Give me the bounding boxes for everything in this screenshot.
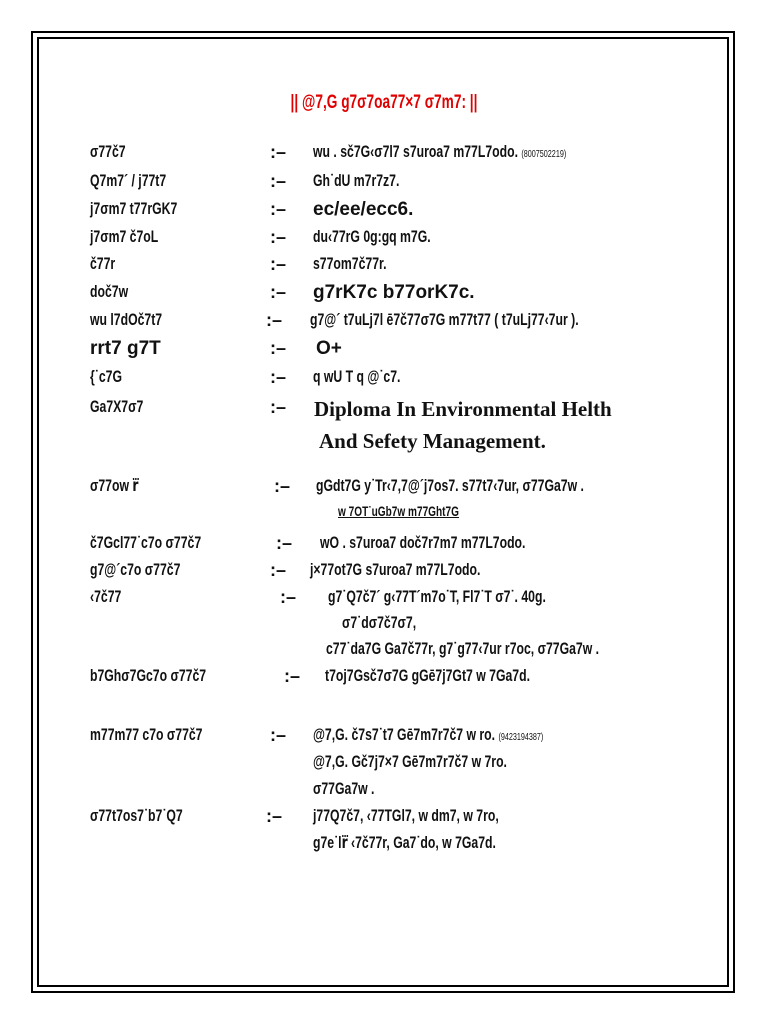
field-label: doč7w xyxy=(90,282,129,301)
separator: :– xyxy=(284,666,301,686)
list-item xyxy=(0,725,768,755)
field-label: Q7m7´ / j77t7 xyxy=(90,171,167,190)
list-item xyxy=(0,666,768,696)
separator: :– xyxy=(270,199,287,219)
separator: :– xyxy=(270,725,287,745)
separator: :– xyxy=(270,367,287,387)
separator: :– xyxy=(270,227,287,247)
field-value: g7rK7c b77orK7c. xyxy=(313,282,475,303)
field-value: du‹77rG 0g:gq m7G. xyxy=(313,227,431,246)
field-label: rrt7 g7T xyxy=(90,338,161,359)
field-value: j×77ot7G s7uroa7 m77L7odo. xyxy=(310,560,481,579)
list-item xyxy=(0,227,768,257)
field-label: č7Gcl77˙c7o σ77č7 xyxy=(90,533,202,552)
separator: :– xyxy=(280,587,297,607)
list-item xyxy=(0,367,768,397)
separator: :– xyxy=(266,310,283,330)
separator: :– xyxy=(270,142,287,162)
field-value: @7,G. č7s7˙t7 Gē7m7r7č7 w ro. (9423194387) xyxy=(313,725,544,744)
field-value: Gh˙dU m7r7z7. xyxy=(313,171,400,190)
field-label: b7Ghσ7Gc7o σ77č7 xyxy=(90,666,207,685)
field-value: wO . s7uroa7 doč7r7m7 m77L7odo. xyxy=(320,533,526,552)
field-label: m77m77 c7o σ77č7 xyxy=(90,725,203,744)
field-value: g7@´ t7uLj7l ē7č77σ7G m77t77 ( t7uLj77‹7ur ). xyxy=(310,310,579,329)
list-item xyxy=(0,199,768,229)
list-item xyxy=(0,171,768,201)
list-item-continuation xyxy=(0,639,768,669)
list-item xyxy=(0,254,768,284)
field-label: č77r xyxy=(90,254,116,273)
separator: :– xyxy=(266,806,283,826)
separator: :– xyxy=(270,171,287,191)
field-value: gGdt7G y˙Tr‹7,7@´j7os7. s77t7‹7ur, σ77Ga7w . xyxy=(316,476,584,495)
field-value: s77om7č77r. xyxy=(313,254,387,273)
field-value: σ7˙dσ7č7σ7, xyxy=(342,613,417,632)
list-item-continuation xyxy=(0,833,768,863)
separator: :– xyxy=(270,560,287,580)
field-label: j7σm7 t77rGK7 xyxy=(90,199,178,218)
list-item xyxy=(0,282,768,312)
list-item xyxy=(0,338,768,368)
field-value: Diploma In Environmental Helth xyxy=(314,397,612,421)
separator: :– xyxy=(270,338,287,358)
field-label: σ77ow r⃛ xyxy=(90,476,139,495)
field-label: Ga7X7σ7 xyxy=(90,397,144,416)
list-item-continuation xyxy=(0,503,768,533)
field-value: ec/ee/ecc6. xyxy=(313,199,414,220)
list-item-continuation xyxy=(0,752,768,782)
field-label: σ77č7 xyxy=(90,142,126,161)
list-item xyxy=(0,533,768,563)
list-item-continuation xyxy=(0,779,768,809)
field-label: ‹7č77 xyxy=(90,587,122,606)
field-value: g7˙Q7č7´ g‹77T´m7o˙T, Fl7˙T σ7˙. 40g. xyxy=(328,587,546,606)
field-value: g7e˙lr⃛ ‹7č77r, Ga7˙do, w 7Ga7d. xyxy=(313,833,496,852)
field-value: σ77Ga7w . xyxy=(313,779,375,798)
separator: :– xyxy=(270,397,287,417)
field-label: g7@´c7o σ77č7 xyxy=(90,560,181,579)
field-value: And Sefety Management. xyxy=(319,429,546,453)
field-label: wu l7dOč7t7 xyxy=(90,310,163,329)
field-label: j7σm7 č7oL xyxy=(90,227,159,246)
separator: :– xyxy=(270,254,287,274)
field-value: w 7OT˙uGb7w m77Ght7G xyxy=(338,503,459,519)
list-item xyxy=(0,397,768,427)
field-value: t7oj7Gsč7σ7G gGē7j7Gt7 w 7Ga7d. xyxy=(325,666,530,685)
field-value: @7,G. Gč7j7×7 Gē7m7r7č7 w 7ro. xyxy=(313,752,507,771)
list-item xyxy=(0,560,768,590)
separator: :– xyxy=(270,282,287,302)
list-item xyxy=(0,142,768,172)
list-item xyxy=(0,476,768,506)
field-value: q wU T q @˙c7. xyxy=(313,367,401,386)
field-value: O+ xyxy=(316,338,342,359)
field-value: c77˙da7G Ga7č77r, g7˙g77‹7ur r7oc, σ77Ga7w . xyxy=(326,639,600,658)
list-item-continuation xyxy=(0,429,768,459)
field-label: σ77t7os7˙b7˙Q7 xyxy=(90,806,183,825)
field-value: j77Q7č7, ‹77TGl7, w dm7, w 7ro, xyxy=(313,806,499,825)
list-item xyxy=(0,806,768,836)
field-value: wu . sč7G‹σ7l7 s7uroa7 m77L7odo. (8007502219) xyxy=(313,142,567,161)
separator: :– xyxy=(276,533,293,553)
separator: :– xyxy=(274,476,291,496)
list-item xyxy=(0,310,768,340)
field-label: {˙c7G xyxy=(90,367,122,386)
page-title: || @7,G g7σ7oa77×7 σ7m7: || xyxy=(290,92,478,113)
